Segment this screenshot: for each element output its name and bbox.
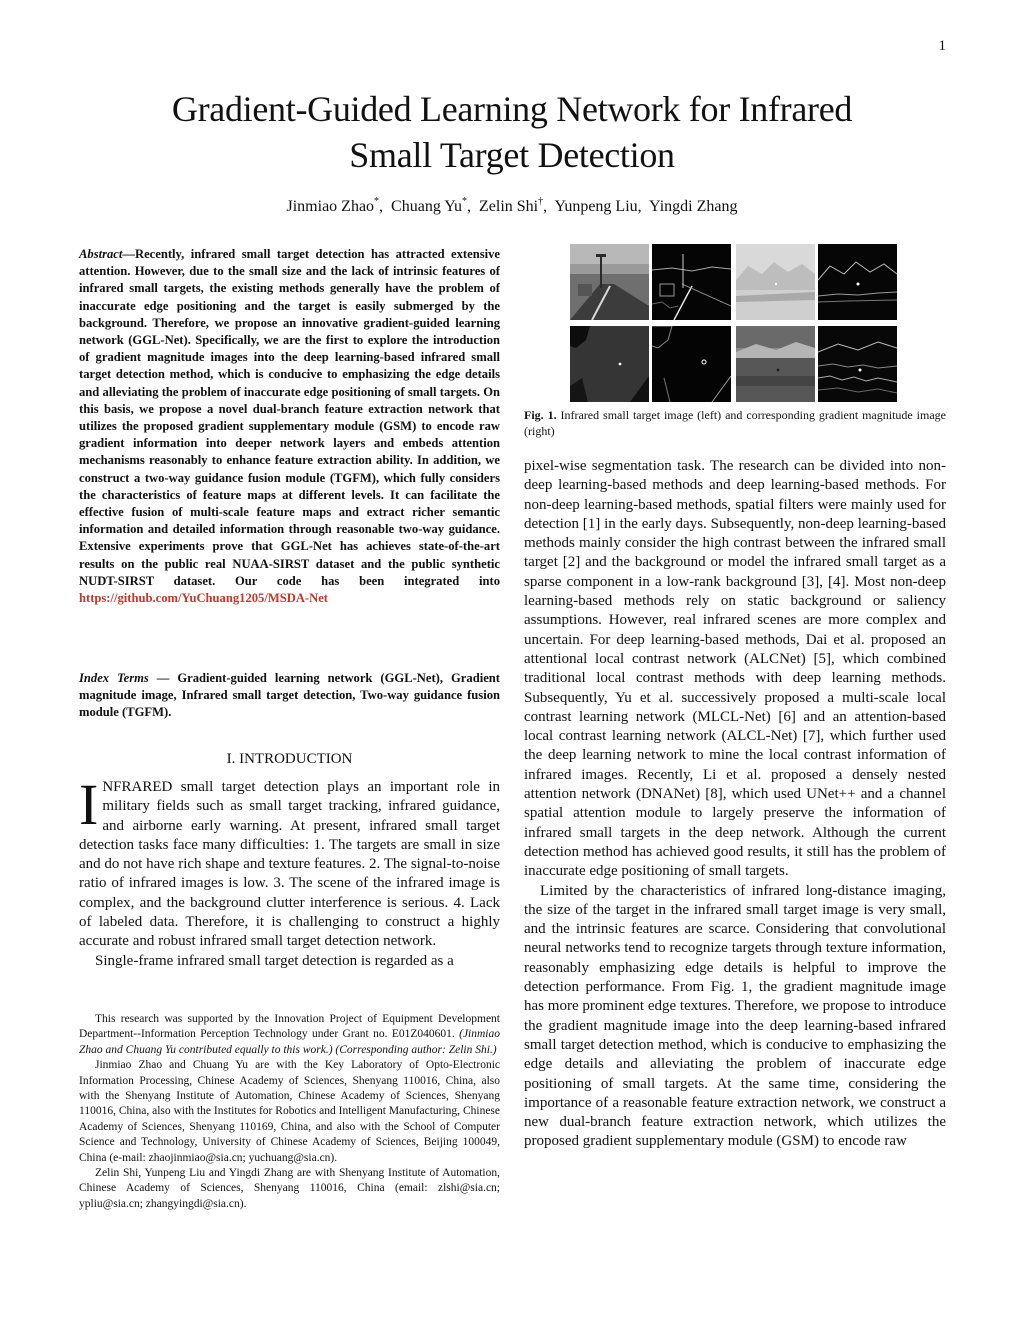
intro-caps: NFRARED	[102, 779, 173, 795]
title-line-1: Gradient-Guided Learning Network for Infrared	[171, 89, 853, 129]
index-terms-body: — Gradient-guided learning network (GGL-Net), Gradient magnitude image, Infrared small target detection, Two-way guidance fusion module (TGFM).	[79, 671, 500, 720]
author-5: Yingdi Zhang	[649, 198, 738, 215]
intro-paragraph-2: Single-frame infrared small target detection is regarded as a	[95, 952, 454, 969]
author-list: Jinmiao Zhao*, Chuang Yu*, Zelin Shi†, Yunpeng Liu, Yingdi Zhang	[286, 196, 738, 215]
figure-1-image-grid	[570, 244, 900, 402]
figure-1-caption	[524, 407, 946, 439]
drop-cap: I	[79, 772, 99, 837]
intro-paragraph-1	[79, 772, 500, 952]
author-1: Jinmiao Zhao	[286, 198, 375, 215]
right-column-text	[524, 457, 946, 1152]
page-number: 1	[938, 38, 946, 54]
figure-thumb-infrared-road	[570, 244, 649, 320]
figure-thumb-gradient-mountain	[818, 244, 897, 320]
figure-label: Fig. 1.	[524, 408, 557, 422]
section-heading-introduction: I. INTRODUCTION	[226, 751, 353, 767]
paper-title	[0, 86, 1024, 178]
introduction-text	[79, 772, 500, 971]
author-1-mark: *	[374, 196, 380, 207]
author-2-mark: *	[462, 196, 468, 207]
footnote	[79, 1012, 500, 1212]
right-paragraph-2: Limited by the characteristics of infrared long-distance imaging, the size of the target in the infrared small target image is very small, and the intrinsic features are scarce. Considering that convolutional neural networks tend to recognize targets through texture information, reasonably emphasizing edge details is helpful to improve the detection performance. From Fig. 1, the gradient magnitude image has more prominent edge textures. Therefore, we propose to introduce the gradient magnitude image into the deep learning-based infrared small target detection method, which is conducive to emphasizing the edge details and alleviating the problem of inaccurate edge positioning of small targets. At the same time, considering the importance of a reasonable feature extraction network, we construct a new dual-branch feature extraction network, which utilizes the proposed gradient supplementary module (GSM) to encode raw	[524, 882, 946, 1150]
footnote-contribution: (Jinmiao Zhao and Chuang Yu contributed equally to this work.) (Corresponding author: Zelin Shi.)	[79, 1028, 500, 1056]
title-line-2: Small Target Detection	[349, 135, 675, 175]
abstract-lead: Abstract	[79, 247, 123, 261]
figure-thumb-gradient-road	[652, 244, 731, 320]
author-3-mark: †	[538, 196, 544, 207]
right-paragraph-1: pixel-wise segmentation task. The research can be divided into non-deep learning-based methods and deep learning-based methods. For non-deep learning-based methods, spatial filters were mainly used for detection [1] in the early days. Subsequently, non-deep learning-based methods mainly consider the high contrast between the infrared small target [2] and the background or model the infrared small target as a sparse component in a low-rank background [3], [4]. Most non-deep learning-based methods rely on static background or saliency assumptions. However, real infrared scenes are more complex and uncertain. For deep learning-based methods, Dai et al. proposed an attentional local contrast network (ALCNet) [5], which combined traditional local contrast methods with deep learning methods. Subsequently, Yu et al. successively proposed a multi-scale local contrast learning network (MLCL-Net) [6] and an attention-based local contrast learning network (ALCL-Net) [7], which further used the deep learning network to mine the local contrast information of infrared images. Recently, Li et al. proposed a densely nested attention network (DNANet) [8], which used UNet++ and a channel spatial attention module to largely preserve the information of infrared small targets in the deep network. Although the current detection method has achieved good results, it still has the problem of inaccurate edge positioning of small targets.	[524, 458, 946, 880]
footnote-funding: This research was supported by the Innovation Project of Equipment Development Department--Information Perception Technology under Grant no. E01Z040601.	[79, 1013, 500, 1041]
index-terms-lead: Index Terms	[79, 671, 149, 685]
intro-p1-text: small target detection plays an important role in military fields such as small target tracking, infrared guidance, and airborne early warning. At present, infrared small target detection tasks face many difficulties: 1. The targets are small in size and do not have rich shape and texture features. 2. The signal-to-noise ratio of infrared images is low. 3. The scene of the infrared image is complex, and the background clutter interference is serious. 4. Lack of labeled data. Therefore, it is challenging to construct a highly accurate and robust infrared small target detection network.	[79, 779, 500, 950]
author-2: Chuang Yu	[391, 198, 463, 215]
figure-thumb-infrared-mountain	[736, 244, 815, 320]
footnote-paragraph-1	[79, 1012, 500, 1058]
figure-thumb-infrared-sea	[736, 326, 815, 402]
abstract	[79, 246, 500, 607]
author-4: Yunpeng Liu	[554, 198, 638, 215]
author-3: Zelin Shi	[479, 198, 539, 215]
code-link[interactable]: https://github.com/YuChuang1205/MSDA-Net	[79, 591, 328, 606]
index-terms	[79, 670, 500, 722]
figure-caption-text: Infrared small target image (left) and corresponding gradient magnitude image (right)	[524, 408, 946, 438]
footnote-paragraph-3: Zelin Shi, Yunpeng Liu and Yingdi Zhang are with Shenyang Institute of Automation, Chinese Academy of Sciences, Shenyang 110016, China (email: zlshi@sia.cn; ypliu@sia.cn; zhangyingdi@sia.cn).	[79, 1167, 500, 1210]
figure-thumb-gradient-sea	[818, 326, 897, 402]
figure-thumb-gradient-trees	[652, 326, 731, 402]
footnote-paragraph-2: Jinmiao Zhao and Chuang Yu are with the Key Laboratory of Opto-Electronic Information Processing, Chinese Academy of Sciences, Shenyang 110016, China, also with the Shenyang Institute of Automation, Chinese Academy of Sciences, Shenyang 110016, China, also with the Institutes for Robotics and Intelligent Manufacturing, Chinese Academy of Sciences, Shenyang 110169, China, and also with the School of Computer Science and Technology, University of Chinese Academy of Sciences, Beijing 100049, China (e-mail: zhaojinmiao@sia.cn; yuchuang@sia.cn).	[79, 1059, 500, 1164]
figure-thumb-infrared-trees	[570, 326, 649, 402]
abstract-body: —Recently, infrared small target detection has attracted extensive attention. However, due to the small size and the lack of intrinsic features of infrared small targets, the existing methods generally have the problem of inaccurate edge positioning and the target is easily submerged by the background. Therefore, we propose an innovative gradient-guided learning network (GGL-Net). Specifically, we are the first to explore the introduction of gradient magnitude images into the deep learning-based infrared small target detection method, which is conducive to emphasizing the edge details and alleviating the problem of inaccurate edge positioning of small targets. On this basis, we propose a novel dual-branch feature extraction network that utilizes the proposed gradient supplementary module (GSM) to encode raw gradient information into deeper network layers and embeds attention mechanisms reasonably to enhance feature extraction ability. In addition, we construct a two-way guidance fusion module (TGFM), which fully considers the characteristics of feature maps at different levels. It can facilitate the effective fusion of multi-scale feature maps and extract richer semantic information and detailed information through reasonable two-way guidance. Extensive experiments prove that GGL-Net has achieves state-of-the-art results on the public real NUAA-SIRST dataset and the public synthetic NUDT-SIRST dataset. Our code has been integrated into	[79, 247, 500, 588]
